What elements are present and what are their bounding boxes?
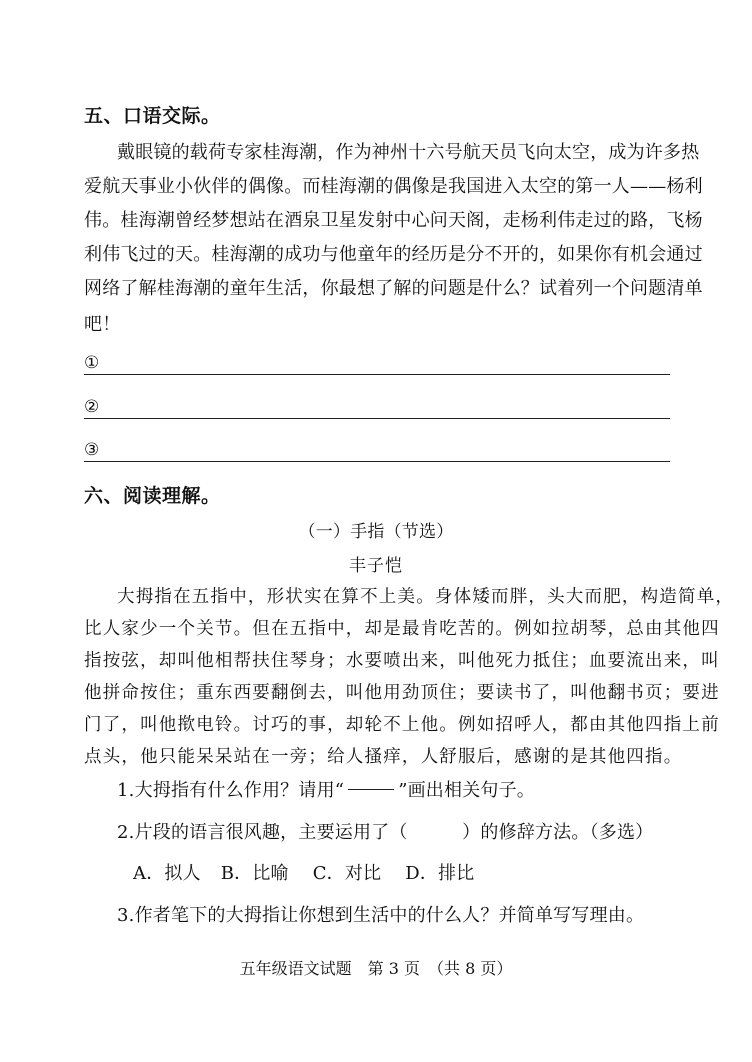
option-b[interactable]: B．比喻 <box>220 863 289 884</box>
paragraph-line: 爱航天事业小伙伴的偶像。而桂海潮的偶像是我国进入太空的第一人——杨利 <box>84 176 703 197</box>
question-1-text-end: ”画出相关句子。 <box>398 780 535 801</box>
answer-number: ③ <box>84 440 100 460</box>
page-footer: 五年级语文试题 第 3 页 （共 8 页） <box>239 959 513 978</box>
paragraph-line: 戴眼镜的载荷专家桂海潮，作为神州十六号航天员飞向太空，成为许多热 <box>117 142 700 163</box>
paragraph-line: 点头，他只能呆呆站在一旁；给人搔痒，人舒服后，感谢的是其他四指。 <box>84 747 683 767</box>
section-6-heading: 六、阅读理解。 <box>84 485 221 507</box>
option-c[interactable]: C．对比 <box>312 863 382 884</box>
paragraph-line: 指按弦，却叫他相帮扶住琴身；水要喷出来，叫他死力抵住；血要流出来，叫 <box>84 651 720 671</box>
underline-mark <box>348 789 394 790</box>
section-5-heading: 五、口语交际。 <box>84 105 221 127</box>
question-2-options <box>133 859 474 885</box>
option-d[interactable]: D．排比 <box>405 863 475 884</box>
paragraph-line: 网络了解桂海潮的童年生活，你最想了解的问题是什么？试着列一个问题清单 <box>84 278 703 299</box>
answer-number: ② <box>84 397 100 417</box>
passage-title: （一）手指（节选） <box>298 522 454 542</box>
answer-line-1[interactable] <box>84 352 670 375</box>
paragraph-line: 他拼命按住；重东西要翻倒去，叫他用劲顶住；要读书了，叫他翻书页；要进 <box>84 683 720 703</box>
paragraph-line: 大拇指在五指中，形状实在算不上美。身体矮而胖，头大而肥，构造简单， <box>117 587 735 607</box>
question-1-text: 1.大拇指有什么作用？请用“ <box>117 780 345 801</box>
paragraph-line: 伟。桂海潮曾经梦想站在酒泉卫星发射中心问天阁，走杨利伟走过的路，飞杨 <box>84 210 703 231</box>
question-1 <box>117 776 535 802</box>
answer-line-2[interactable] <box>84 396 670 419</box>
answer-number: ① <box>84 353 100 373</box>
paragraph-line: 比人家少一个关节。但在五指中，却是最肯吃苦的。例如拉胡琴，总由其他四 <box>84 619 720 639</box>
question-3: 3.作者笔下的大拇指让你想到生活中的什么人？并简单写写理由。 <box>117 905 645 926</box>
answer-line-3[interactable] <box>84 439 670 462</box>
paragraph-line: 门了，叫他揿电铃。讨巧的事，却轮不上他。例如招呼人，都由其他四指上前 <box>84 715 720 735</box>
paragraph-line: 吧！ <box>84 314 121 335</box>
question-2: 2.片段的语言很风趣，主要运用了（ ）的修辞方法。（多选） <box>117 822 654 843</box>
paragraph-line: 利伟飞过的天。桂海潮的成功与他童年的经历是分不开的，如果你有机会通过 <box>84 244 703 265</box>
option-a[interactable]: A．拟人 <box>133 863 201 884</box>
passage-author: 丰子恺 <box>349 556 403 576</box>
